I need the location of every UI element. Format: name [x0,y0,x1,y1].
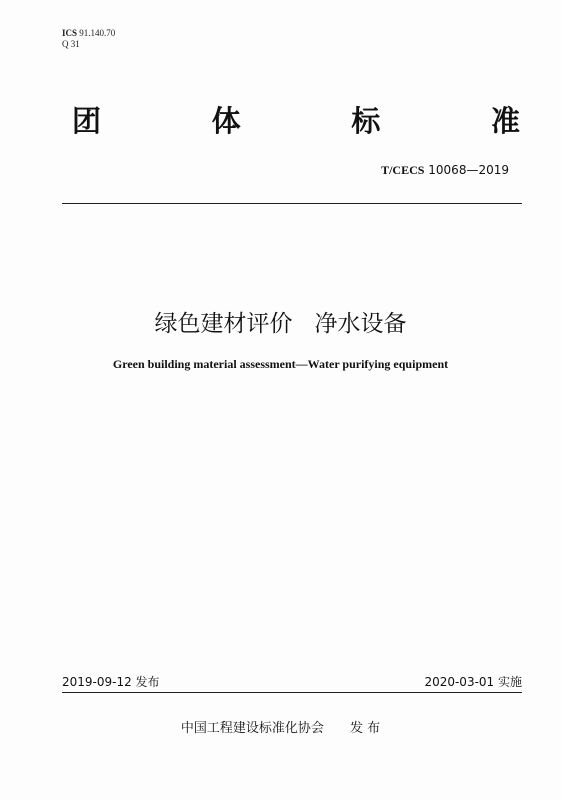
publisher-line [0,721,561,737]
implementation-date: 2020-03-01 实施 [424,675,522,689]
standard-type-char-1: 团 [72,104,102,138]
classification-block [62,28,115,50]
publisher-name: 中国工程建设标准化协会 [180,721,324,736]
ics-value: 91.140.70 [77,28,116,38]
standard-type-char-3: 标 [351,104,381,138]
standard-code: T/CECS [381,163,425,177]
standard-number [381,163,509,177]
issue-date: 2019-09-12 发布 [62,675,160,689]
standard-type-heading [72,104,520,138]
ccs-code: Q 31 [62,39,80,49]
bottom-divider [62,692,522,693]
title-english: Green building material assessment—Water purifying equipment [112,357,449,371]
top-divider [62,203,522,204]
standard-type-char-4: 准 [490,104,520,138]
title-chinese: 绿色建材评价 净水设备 [154,311,407,337]
standard-type-char-2: 体 [211,104,241,138]
standard-number-value: 10068—2019 [428,163,509,177]
ics-code: ICS 91.140.70 [62,28,116,38]
publisher-action: 发 布 [349,721,381,736]
